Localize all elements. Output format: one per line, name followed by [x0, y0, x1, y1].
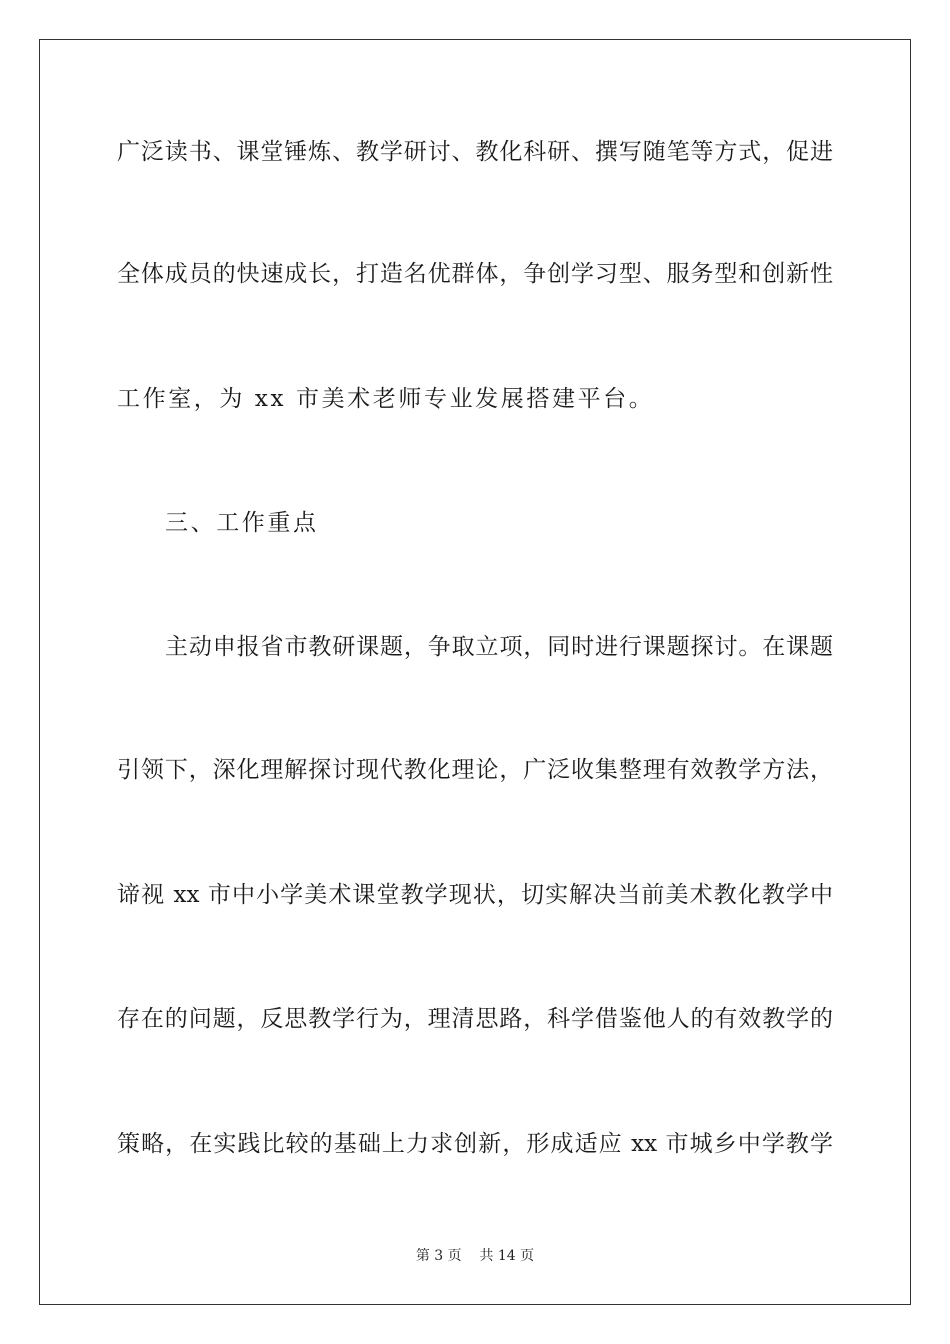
page-border	[39, 39, 911, 1305]
page-footer	[0, 1246, 950, 1266]
body-line-7: 存在的问题，反思教学行为，理清思路，科学借鉴他人的有效教学的	[117, 1006, 833, 1032]
body-line-3: 工作室，为 xx 市美术老师专业发展搭建平台。	[117, 386, 655, 412]
body-line-8: 策略，在实践比较的基础上力求创新，形成适应 xx 市城乡中学教学	[117, 1131, 833, 1157]
section-heading: 三、工作重点	[165, 510, 319, 536]
page-number: 第 3 页	[415, 1248, 462, 1264]
body-line-6: 谛视 xx 市中小学美术课堂教学现状，切实解决当前美术教化教学中	[117, 882, 833, 908]
page-total: 共 14 页	[479, 1248, 535, 1264]
body-line-4: 主动申报省市教研课题，争取立项，同时进行课题探讨。在课题	[165, 634, 833, 660]
body-line-5: 引领下，深化理解探讨现代教化理论，广泛收集整理有效教学方法，	[117, 757, 833, 783]
body-line-2: 全体成员的快速成长，打造名优群体，争创学习型、服务型和创新性	[117, 261, 833, 287]
body-line-1: 广泛读书、课堂锤炼、教学研讨、教化科研、撰写随笔等方式，促进	[117, 139, 833, 165]
